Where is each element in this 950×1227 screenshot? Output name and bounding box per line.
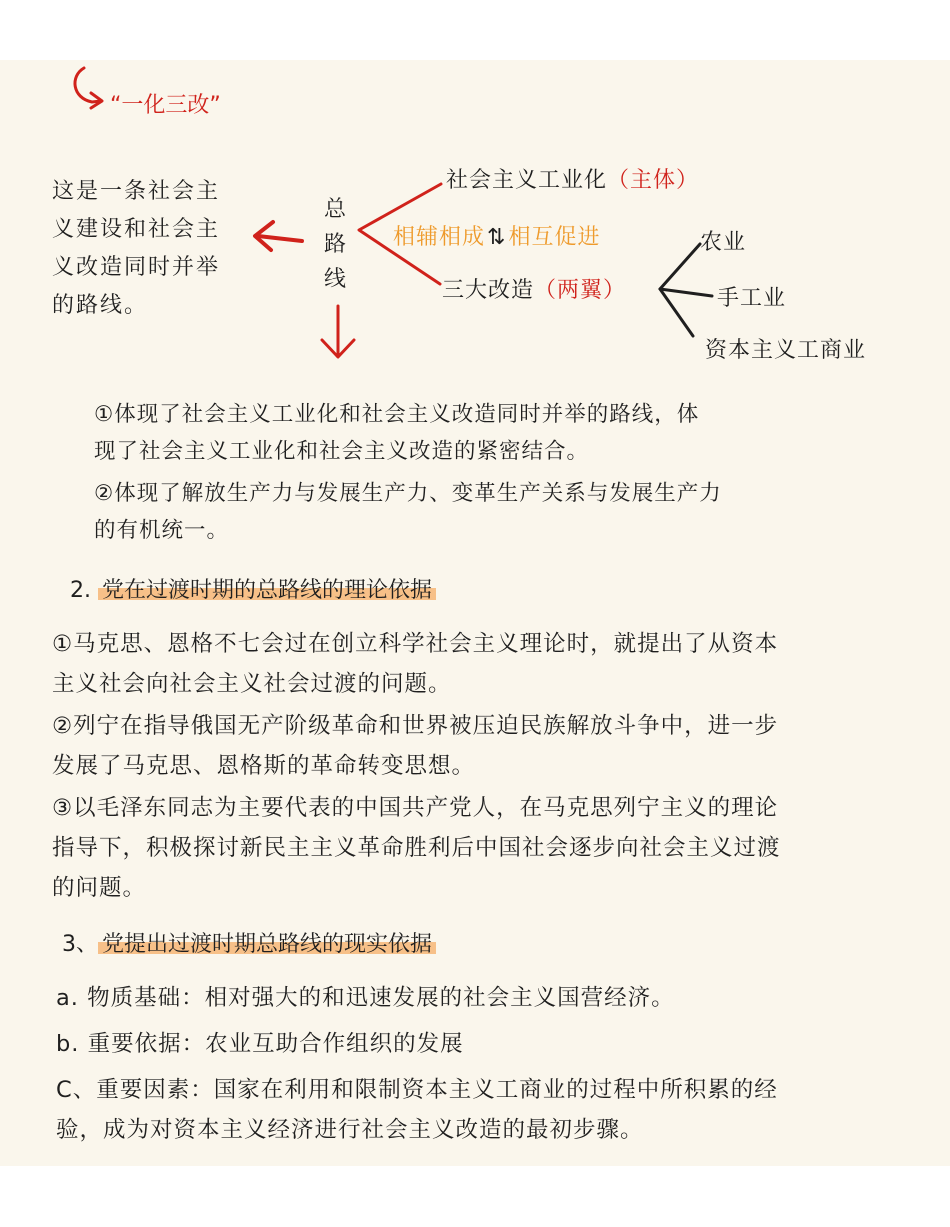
fork-line-top	[660, 244, 700, 289]
top-branch	[446, 163, 699, 194]
section2-title: 党在过渡时期的总路线的理论依据	[98, 578, 436, 603]
fork-line-mid	[660, 289, 712, 296]
sub-branch-handicraft: 手工业	[717, 286, 787, 311]
point-line: 的有机统一。	[94, 518, 230, 543]
sub-branch-capitalist-commerce: 资本主义工商业	[705, 338, 867, 363]
section3-title: 党提出过渡时期总路线的现实依据	[98, 932, 436, 957]
general-line-char: 线	[324, 267, 347, 292]
relation-right: 相互促进	[508, 225, 601, 250]
relation-left: 相辅相成	[393, 225, 486, 250]
fork-line-bottom	[660, 289, 693, 336]
relation-row	[393, 220, 600, 251]
para-line: 的问题。	[52, 875, 147, 901]
bottom-branch-text: 三大改造	[442, 278, 535, 303]
point-1	[94, 396, 699, 470]
para-line: ②列宁在指导俄国无产阶级革命和世界被压迫民族解放斗争中，进一步	[52, 713, 779, 739]
swap-arrows-icon: ⇅	[487, 225, 507, 250]
section3-item-c	[56, 1070, 778, 1150]
left-arrow-icon	[258, 236, 302, 241]
section3-item-a	[56, 978, 675, 1018]
para-line: ③以毛泽东同志为主要代表的中国共产党人，在马克思列宁主义的理论	[52, 795, 779, 821]
para-line: 主义社会向社会主义社会过渡的问题。	[52, 671, 452, 697]
point-line: 现了社会主义工业化和社会主义改造的紧密结合。	[94, 439, 590, 464]
bottom-branch	[442, 273, 626, 304]
item-line: 验，成为对资本主义经济进行社会主义改造的最初步骤。	[56, 1117, 644, 1143]
slogan-text: “一化三改”	[110, 93, 221, 118]
section3-number: 3、	[62, 932, 98, 957]
top-branch-tag: （主体）	[607, 168, 700, 193]
section2-heading	[70, 573, 436, 604]
item-line: C、重要因素：国家在利用和限制资本主义工商业的过程中所积累的经	[56, 1077, 778, 1103]
para-line: 指导下，积极探讨新民主主义革命胜利后中国社会逐步向社会主义过渡	[52, 835, 781, 861]
para-line: ①马克思、恩格不七会过在创立科学社会主义理论时，就提出了从资本	[52, 631, 779, 657]
section2-number: 2.	[70, 578, 91, 603]
left-note-line: 这是一条社会主	[52, 179, 221, 204]
general-line-char: 总	[324, 197, 347, 222]
bottom-branch-tag: （两翼）	[534, 278, 627, 303]
point-line: ②体现了解放生产力与发展生产力、变革生产关系与发展生产力	[94, 481, 722, 506]
item-line: b. 重要依据：农业互助合作组织的发展	[56, 1031, 464, 1057]
section3-heading	[62, 927, 436, 958]
section3-item-b	[56, 1024, 464, 1064]
section2-para-2	[52, 706, 778, 786]
para-line: 发展了马克思、恩格斯的革命转变思想。	[52, 753, 476, 779]
section2-para-1	[52, 624, 778, 704]
general-line-label	[324, 192, 346, 297]
point-2	[94, 475, 722, 549]
left-note-line: 义改造同时并举	[52, 255, 221, 280]
left-note-line: 义建设和社会主	[52, 217, 221, 242]
section2-para-3	[52, 788, 781, 908]
point-line: ①体现了社会主义工业化和社会主义改造同时并举的路线，体	[94, 402, 700, 427]
item-line: a. 物质基础：相对强大的和迅速发展的社会主义国营经济。	[56, 985, 675, 1011]
top-branch-text: 社会主义工业化	[446, 168, 608, 193]
left-note-line: 的路线。	[52, 293, 149, 318]
general-line-char: 路	[324, 232, 347, 257]
left-note	[52, 173, 220, 325]
sub-branch-agriculture: 农业	[700, 230, 747, 255]
